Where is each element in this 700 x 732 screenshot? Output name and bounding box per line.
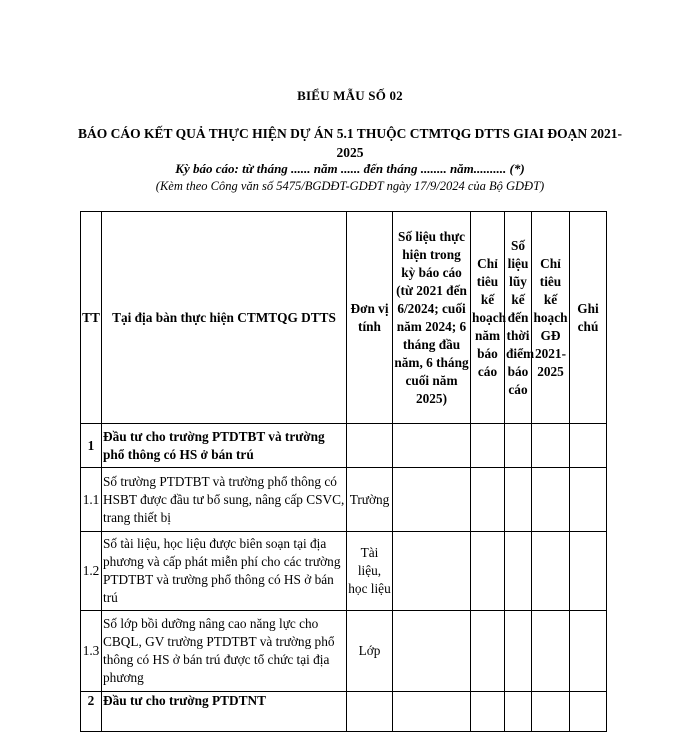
report-period: Kỳ báo cáo: từ tháng ...... năm ...... đến tháng ........ năm.......... (*) <box>175 161 525 176</box>
row-cell <box>505 692 532 732</box>
row-name: Đầu tư cho trường PTDTNT <box>102 692 347 732</box>
row-cell <box>393 692 471 732</box>
header-row <box>81 212 607 424</box>
row-cell <box>471 424 505 468</box>
header-phase-target: Chỉ tiêu kế hoạch GĐ 2021-2025 <box>532 212 570 424</box>
row-cell <box>570 611 607 692</box>
row-cell <box>393 424 471 468</box>
table-row <box>81 424 607 468</box>
row-tt: 1 <box>81 424 102 468</box>
table-row <box>81 532 607 611</box>
table-row <box>81 468 607 532</box>
report-table <box>80 211 607 732</box>
row-cell <box>570 692 607 732</box>
row-cell <box>505 532 532 611</box>
row-unit: Tài liệu, học liệu <box>347 532 393 611</box>
row-cell <box>393 611 471 692</box>
table-row <box>81 611 607 692</box>
row-unit: Lớp <box>347 611 393 692</box>
row-cell <box>532 468 570 532</box>
row-name: Số lớp bồi dưỡng nâng cao năng lực cho CBQL, GV trường PTDTBT và trường phổ thông có HS ở bán trú được tổ chức tại địa phương <box>102 611 347 692</box>
header-cumulative: Số liệu lũy kế đến thời điểm báo cáo <box>505 212 532 424</box>
row-tt: 2 <box>81 692 102 732</box>
row-name: Số trường PTDTBT và trường phổ thông có HSBT được đầu tư bổ sung, nâng cấp CSVC, trang thiết bị <box>102 468 347 532</box>
row-cell <box>471 532 505 611</box>
header-unit: Đơn vị tính <box>347 212 393 424</box>
row-cell <box>570 532 607 611</box>
row-unit <box>347 424 393 468</box>
header-actual: Số liệu thực hiện trong kỳ báo cáo (từ 2021 đến 6/2024; cuối năm 2024; 6 tháng đầu năm, 6 tháng cuối năm 2025) <box>393 212 471 424</box>
row-cell <box>471 692 505 732</box>
table-row <box>81 692 607 732</box>
row-cell <box>471 611 505 692</box>
row-unit: Trường <box>347 468 393 532</box>
row-cell <box>471 468 505 532</box>
row-tt: 1.2 <box>81 532 102 611</box>
row-name: Đầu tư cho trường PTDTBT và trường phổ thông có HS ở bán trú <box>102 424 347 468</box>
reference-note: (Kèm theo Công văn số 5475/BGDĐT-GDĐT ngày 17/9/2024 của Bộ GDĐT) <box>155 179 545 193</box>
row-cell <box>532 532 570 611</box>
row-cell <box>532 611 570 692</box>
row-tt: 1.1 <box>81 468 102 532</box>
row-name: Số tài liệu, học liệu được biên soạn tại địa phương và cấp phát miễn phí cho các trường PTDTBT và trường phổ thông có HS ở bán trú <box>102 532 347 611</box>
row-cell <box>532 424 570 468</box>
row-cell <box>570 468 607 532</box>
row-cell <box>505 468 532 532</box>
row-cell <box>505 424 532 468</box>
header-tt: TT <box>81 212 102 424</box>
header-area: Tại địa bàn thực hiện CTMTQG DTTS <box>102 212 347 424</box>
row-cell <box>393 532 471 611</box>
header-annual-target: Chỉ tiêu kế hoạch năm báo cáo <box>471 212 505 424</box>
row-cell <box>570 424 607 468</box>
row-tt: 1.3 <box>81 611 102 692</box>
header-notes: Ghi chú <box>570 212 607 424</box>
row-unit <box>347 692 393 732</box>
row-cell <box>393 468 471 532</box>
row-cell <box>505 611 532 692</box>
form-code: BIỂU MẪU SỐ 02 <box>297 88 403 103</box>
report-title: BÁO CÁO KẾT QUẢ THỰC HIỆN DỰ ÁN 5.1 THUỘC CTMTQG DTTS GIAI ĐOẠN 2021-2025 <box>78 126 622 160</box>
row-cell <box>532 692 570 732</box>
